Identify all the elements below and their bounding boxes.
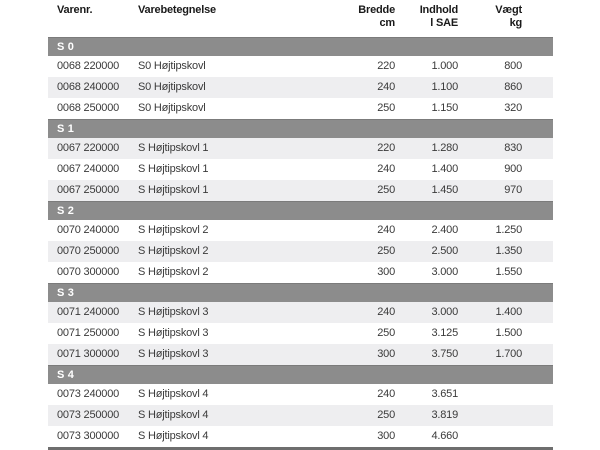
width-value: 240 <box>377 224 395 236</box>
item-description: S Højtipskovl 2 <box>138 224 209 236</box>
table-row <box>48 180 553 201</box>
content-value: 3.000 <box>431 306 458 318</box>
content-value: 1.280 <box>431 142 458 154</box>
weight-value: 1.550 <box>495 266 522 278</box>
table-row <box>48 56 553 77</box>
section-title: S 0 <box>57 41 75 53</box>
item-description: S0 Højtipskovl <box>138 81 206 93</box>
content-value: 3.651 <box>431 388 458 400</box>
table-row <box>48 241 553 262</box>
table-row <box>48 159 553 180</box>
column-label: Varenr. <box>57 4 93 16</box>
price-table <box>48 0 553 450</box>
item-description: S Højtipskovl 4 <box>138 388 209 400</box>
item-description: S Højtipskovl 1 <box>138 142 209 154</box>
column-header-width-value <box>335 4 395 37</box>
width-value: 240 <box>377 306 395 318</box>
item-number: 0070 240000 <box>57 224 120 236</box>
content-value: 1.100 <box>431 81 458 93</box>
content-value: 3.750 <box>431 348 458 360</box>
table-body <box>48 37 553 447</box>
weight-value: 1.400 <box>495 306 522 318</box>
item-number: 0068 250000 <box>57 102 120 114</box>
item-description: S Højtipskovl 1 <box>138 163 209 175</box>
section-title: S 2 <box>57 205 75 217</box>
column-label: Bredde <box>358 4 395 16</box>
item-number: 0070 250000 <box>57 245 120 257</box>
column-sublabel: l SAE <box>430 17 458 29</box>
item-number: 0068 220000 <box>57 60 120 72</box>
weight-value: 320 <box>504 102 522 114</box>
content-value: 3.125 <box>431 327 458 339</box>
item-number: 0070 300000 <box>57 266 120 278</box>
weight-value: 970 <box>504 184 522 196</box>
item-description: S Højtipskovl 4 <box>138 430 209 442</box>
column-sublabel: kg <box>509 17 522 29</box>
table-row <box>48 323 553 344</box>
width-value: 300 <box>377 430 395 442</box>
content-value: 1.000 <box>431 60 458 72</box>
weight-value: 1.250 <box>495 224 522 236</box>
weight-value: 800 <box>504 60 522 72</box>
item-description: S Højtipskovl 3 <box>138 306 209 318</box>
weight-value: 860 <box>504 81 522 93</box>
width-value: 220 <box>377 60 395 72</box>
item-description: S Højtipskovl 3 <box>138 327 209 339</box>
item-description: S Højtipskovl 3 <box>138 348 209 360</box>
weight-value: 1.350 <box>495 245 522 257</box>
section-header <box>48 119 553 138</box>
table-row <box>48 384 553 405</box>
width-value: 250 <box>377 327 395 339</box>
table-row <box>48 77 553 98</box>
weight-value <box>458 426 522 447</box>
width-value: 250 <box>377 184 395 196</box>
item-number: 0067 250000 <box>57 184 120 196</box>
item-description: S Højtipskovl 2 <box>138 245 209 257</box>
weight-value <box>458 405 522 426</box>
item-number: 0068 240000 <box>57 81 120 93</box>
item-number: 0071 300000 <box>57 348 120 360</box>
item-description: S0 Højtipskovl <box>138 60 206 72</box>
table-row <box>48 262 553 283</box>
content-value: 4.660 <box>431 430 458 442</box>
column-label: Indhold <box>419 4 458 16</box>
width-value: 300 <box>377 348 395 360</box>
table-row <box>48 344 553 365</box>
section-title: S 3 <box>57 287 75 299</box>
item-description: S Højtipskovl 4 <box>138 409 209 421</box>
width-value: 250 <box>377 102 395 114</box>
table-row <box>48 426 553 447</box>
content-value: 1.450 <box>431 184 458 196</box>
item-number: 0067 220000 <box>57 142 120 154</box>
weight-value: 1.700 <box>495 348 522 360</box>
item-number: 0073 300000 <box>57 430 120 442</box>
table-row <box>48 302 553 323</box>
weight-value: 830 <box>504 142 522 154</box>
item-number: 0073 240000 <box>57 388 120 400</box>
content-value: 3.000 <box>431 266 458 278</box>
width-value: 240 <box>377 163 395 175</box>
width-value: 240 <box>377 81 395 93</box>
weight-value <box>458 384 522 405</box>
column-header-content-value <box>395 4 458 37</box>
width-value: 220 <box>377 142 395 154</box>
column-sublabel: cm <box>379 17 395 29</box>
section-title: S 4 <box>57 369 75 381</box>
item-description: S Højtipskovl 2 <box>138 266 209 278</box>
content-value: 2.500 <box>431 245 458 257</box>
item-number: 0071 250000 <box>57 327 120 339</box>
item-number: 0073 250000 <box>57 409 120 421</box>
content-value: 2.400 <box>431 224 458 236</box>
section-header <box>48 365 553 384</box>
width-value: 240 <box>377 388 395 400</box>
width-value: 250 <box>377 245 395 257</box>
table-row <box>48 405 553 426</box>
table-row <box>48 220 553 241</box>
item-description: S Højtipskovl 1 <box>138 184 209 196</box>
item-number: 0067 240000 <box>57 163 120 175</box>
section-title: S 1 <box>57 123 75 135</box>
table-header-row <box>48 0 553 37</box>
column-header-item-description <box>129 4 335 37</box>
column-label: Varebetegnelse <box>138 4 216 16</box>
column-header-item-number <box>48 4 129 37</box>
weight-value: 1.500 <box>495 327 522 339</box>
content-value: 3.819 <box>431 409 458 421</box>
weight-value: 900 <box>504 163 522 175</box>
section-header <box>48 201 553 220</box>
content-value: 1.400 <box>431 163 458 175</box>
width-value: 250 <box>377 409 395 421</box>
width-value: 300 <box>377 266 395 278</box>
table-row <box>48 98 553 119</box>
item-description: S0 Højtipskovl <box>138 102 206 114</box>
table-row <box>48 138 553 159</box>
content-value: 1.150 <box>431 102 458 114</box>
section-header <box>48 37 553 56</box>
column-label: Vægt <box>495 4 522 16</box>
item-number: 0071 240000 <box>57 306 120 318</box>
column-header-weight-value <box>458 4 522 37</box>
section-header <box>48 283 553 302</box>
